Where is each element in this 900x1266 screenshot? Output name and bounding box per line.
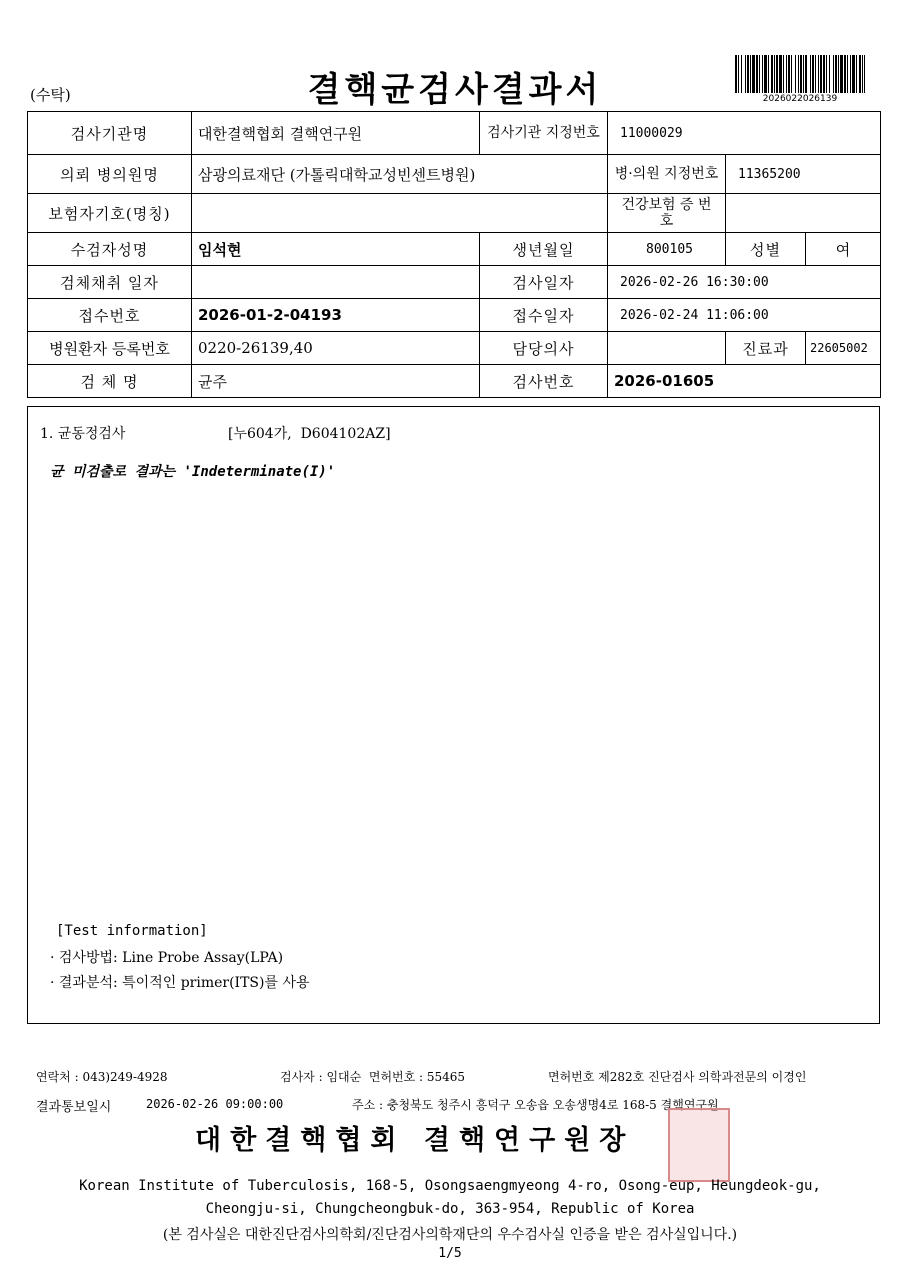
specimen-label: 검 체 명 [28, 365, 192, 398]
result-text: 균 미검출로 결과는 'Indeterminate(I)' [50, 464, 336, 480]
test-code: [누604가, D604102AZ] [228, 426, 391, 442]
hospital-id: 11365200 [726, 155, 881, 194]
notice-label: 결과통보일시 [36, 1100, 112, 1115]
test-method: · 검사방법: Line Probe Assay(LPA) [50, 950, 284, 966]
registration-no: 0220-26139,40 [192, 332, 480, 365]
test-date-label: 검사일자 [480, 266, 608, 299]
insurer-label: 보험자기호(명칭) [28, 194, 192, 233]
lab-id: 11000029 [608, 112, 881, 155]
patient-name: 임석현 [192, 233, 480, 266]
patient-info-table [27, 111, 881, 398]
insurance-no-label: 건강보험 증 번 호 [608, 194, 726, 233]
registration-no-label: 병원환자 등록번호 [28, 332, 192, 365]
page-number: 1/5 [438, 1246, 462, 1261]
notice-date: 2026-02-26 09:00:00 [146, 1097, 284, 1111]
receipt-date-label: 접수일자 [480, 299, 608, 332]
address-english-line2: Cheongju-si, Chungcheongbuk-do, 363-954, Republic of Korea [205, 1201, 695, 1217]
organization-title: 대한결핵협회 결핵연구원장 [195, 1125, 635, 1156]
examiner-info: 검사자 : 임대순 면허번호 : 55465 [280, 1070, 466, 1084]
hospital-id-label: 병·의원 지정번호 [608, 155, 726, 194]
address-korean: 주소 : 충청북도 청주시 흥덕구 오송읍 오송생명4로 168-5 결핵연구원 [352, 1098, 719, 1112]
sex-value: 여 [806, 233, 881, 266]
department-code: 22605002 [806, 332, 881, 365]
result-section [27, 406, 880, 1024]
department-label: 진료과 [726, 332, 806, 365]
doctor-name [608, 332, 726, 365]
patient-name-label: 수검자성명 [28, 233, 192, 266]
certification-note: (본 검사실은 대한진단검사의학회/진단검사의학재단의 우수검사실 인증을 받은 검사실입니다.) [162, 1227, 738, 1243]
contact-info: 연락처 : 043)249-4928 [36, 1070, 168, 1084]
hospital-name: 삼광의료재단 (가톨릭대학교성빈센트병원) [192, 155, 608, 194]
insurance-no [726, 194, 881, 233]
official-seal-stamp [668, 1108, 730, 1182]
doctor-label: 담당의사 [480, 332, 608, 365]
birth-label: 생년월일 [480, 233, 608, 266]
birth-date: 800105 [608, 233, 726, 266]
receipt-date: 2026-02-24 11:06:00 [608, 299, 881, 332]
test-info-title: [Test information] [56, 923, 208, 939]
collect-date [192, 266, 480, 299]
physician-license: 면허번호 제282호 진단검사 의학과전문의 이경인 [548, 1070, 807, 1084]
test-date: 2026-02-26 16:30:00 [608, 266, 881, 299]
test-no-label: 검사번호 [480, 365, 608, 398]
specimen-name: 균주 [192, 365, 480, 398]
barcode [735, 55, 865, 93]
receipt-no-label: 접수번호 [28, 299, 192, 332]
hospital-label: 의뢰 병의원명 [28, 155, 192, 194]
lab-name: 대한결핵협회 결핵연구원 [192, 112, 480, 155]
address-english-line1: Korean Institute of Tuberculosis, 168-5, Osongsaengmyeong 4-ro, Osong-eup, Heungdeok-gu, [79, 1178, 821, 1194]
sex-label: 성별 [726, 233, 806, 266]
test-item: 1. 균동정검사 [40, 426, 126, 442]
insurer-value [192, 194, 608, 233]
lab-id-label: 검사기관 지정번호 [480, 112, 608, 155]
collect-date-label: 검체채취 일자 [28, 266, 192, 299]
test-analysis: · 결과분석: 특이적인 primer(ITS)를 사용 [50, 975, 310, 991]
test-no: 2026-01605 [608, 365, 881, 398]
document-title: 결핵균검사결과서 [307, 70, 603, 110]
lab-name-label: 검사기관명 [28, 112, 192, 155]
barcode-number: 2026022026139 [762, 94, 838, 104]
receipt-no: 2026-01-2-04193 [192, 299, 480, 332]
document-subtitle: (수탁) [30, 86, 71, 104]
